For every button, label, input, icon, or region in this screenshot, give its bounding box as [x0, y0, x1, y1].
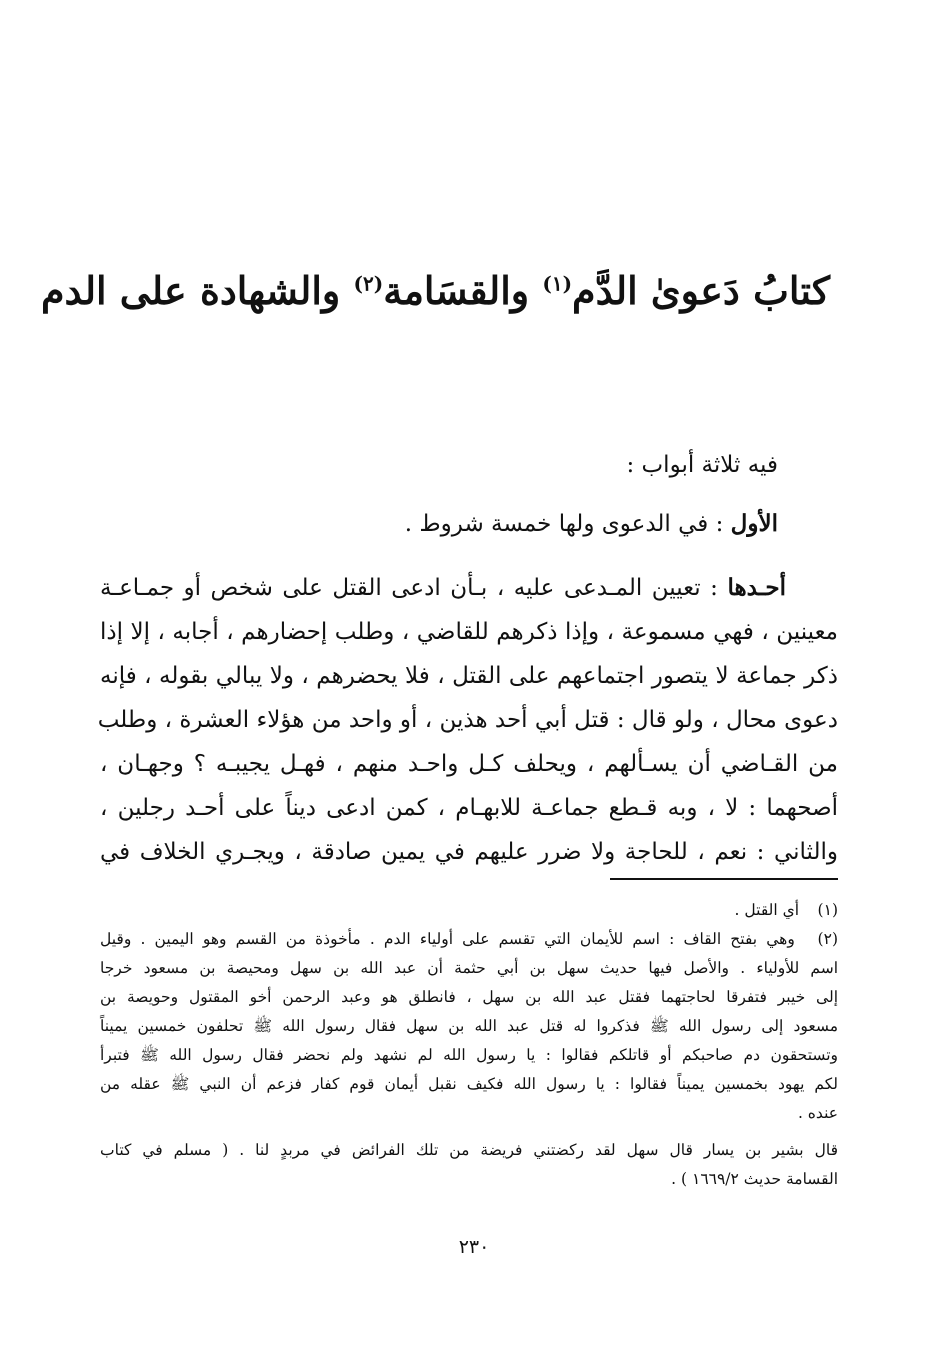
footnote-1-number: (١) — [817, 901, 838, 919]
body-line: أحـدها : تعيين المـدعى عليه ، بـأن ادعى القتل على شخص أو جمـاعـة — [100, 574, 786, 601]
footnote-2-continuation: قال بشير بن يسار قال سهل لقد ركضتني فريضة من تلك الفرائض في مربدٍ لنا . ( مسلم في كتاب — [100, 1141, 838, 1159]
chapter-text: : في الدعوى ولها خمسة شروط . — [404, 511, 731, 537]
intro-line: فيه ثلاثة أبواب : — [626, 452, 778, 478]
body-line: والثاني : نعم ، للحاجة ولا ضرر عليهم في يمين صادقة ، ويجـري الخلاف في — [100, 839, 838, 865]
body-line: من القـاضي أن يسـألهم ، ويحلف كـل واحـد منهم ، فهـل يجيبـه ؟ وجهـان ، — [100, 751, 838, 777]
title-part-2: والقسَامة — [383, 268, 543, 314]
footnotes-section — [100, 896, 838, 1194]
footnote-2-line: لكم يهود بخمسين يميناً فقالوا : يا رسول الله فكيف نقبل أيمان قوم كفار فزعم أن النبي ﷺ عقله من — [100, 1075, 838, 1093]
footnote-ref-1[interactable]: (١) — [542, 271, 573, 296]
footnote-2-line: اسم للأولياء . والأصل فيها حديث سهل بن أبي حثمة أن عبد الله بن سهل ومحيصة بن مسعود خرجا — [100, 959, 838, 977]
title-part-1: كتابُ دَعوىٰ الدَّم — [572, 268, 830, 314]
body-paragraph — [97, 566, 838, 874]
page-number: ٢٣٠ — [458, 1236, 490, 1258]
paragraph-label: أحـدها — [727, 574, 786, 601]
title-part-3: والشهادة على الدم — [40, 268, 354, 314]
footnote-1 — [100, 896, 838, 925]
footnote-divider — [610, 878, 838, 880]
chapter-label: الأول — [730, 510, 778, 537]
chapter-heading — [405, 507, 778, 541]
body-line: أصحهما : لا ، وبه قـطع جماعـة للابهـام ، كمن ادعى ديناً على أحـد رجلين ، — [100, 795, 838, 821]
footnote-1-text: أي القتل . — [734, 901, 800, 919]
footnote-2-line: وتستحقون دم صاحبكم أو قاتلكم فقالوا : يا رسول الله لم نشهد ولم نحضر فقال رسول الله ﷺ فتبرأ — [100, 1046, 838, 1064]
footnote-2-number: (٢) — [817, 930, 838, 948]
footnote-2-line: إلى خيبر فتفرقا لحاجتهما فقتل عبد الله بن سهل ، فانطلق هو وعبد الرحمن أخو المقتول وحويصة بن — [100, 988, 838, 1006]
footnote-2-line: (٢) وهي بفتح القاف : اسم للأيمان التي تقسم على أولياء الدم . مأخوذة من القسم وهو اليمين . وقيل — [100, 925, 838, 954]
body-line: دعوى محال ، ولو قال : قتل أبي أحد هذين ، أو واحد من هؤلاء العشرة ، وطلب — [97, 707, 838, 733]
footnote-ref-2[interactable]: (٢) — [353, 271, 384, 296]
footnote-2-continuation: القسامة حديث ١٦٦٩/٢ ) . — [671, 1170, 838, 1188]
chapter-title — [40, 261, 830, 321]
body-line: معينين ، فهي مسموعة ، وإذا ذكرهم للقاضي ، وطلب إحضارهم ، أجابه ، إلا إذا — [100, 619, 838, 645]
footnote-2-line: مسعود إلى رسول الله ﷺ فذكروا له قتل عبد الله بن سهل فقال رسول الله ﷺ تحلفون خمسين يميناً — [100, 1017, 838, 1035]
body-line: ذكر جماعة لا يتصور اجتماعهم على القتل ، فلا يحضرهم ، ولا يبالي بقوله ، فإنه — [100, 663, 838, 689]
footnote-2-line: عنده . — [797, 1104, 838, 1122]
